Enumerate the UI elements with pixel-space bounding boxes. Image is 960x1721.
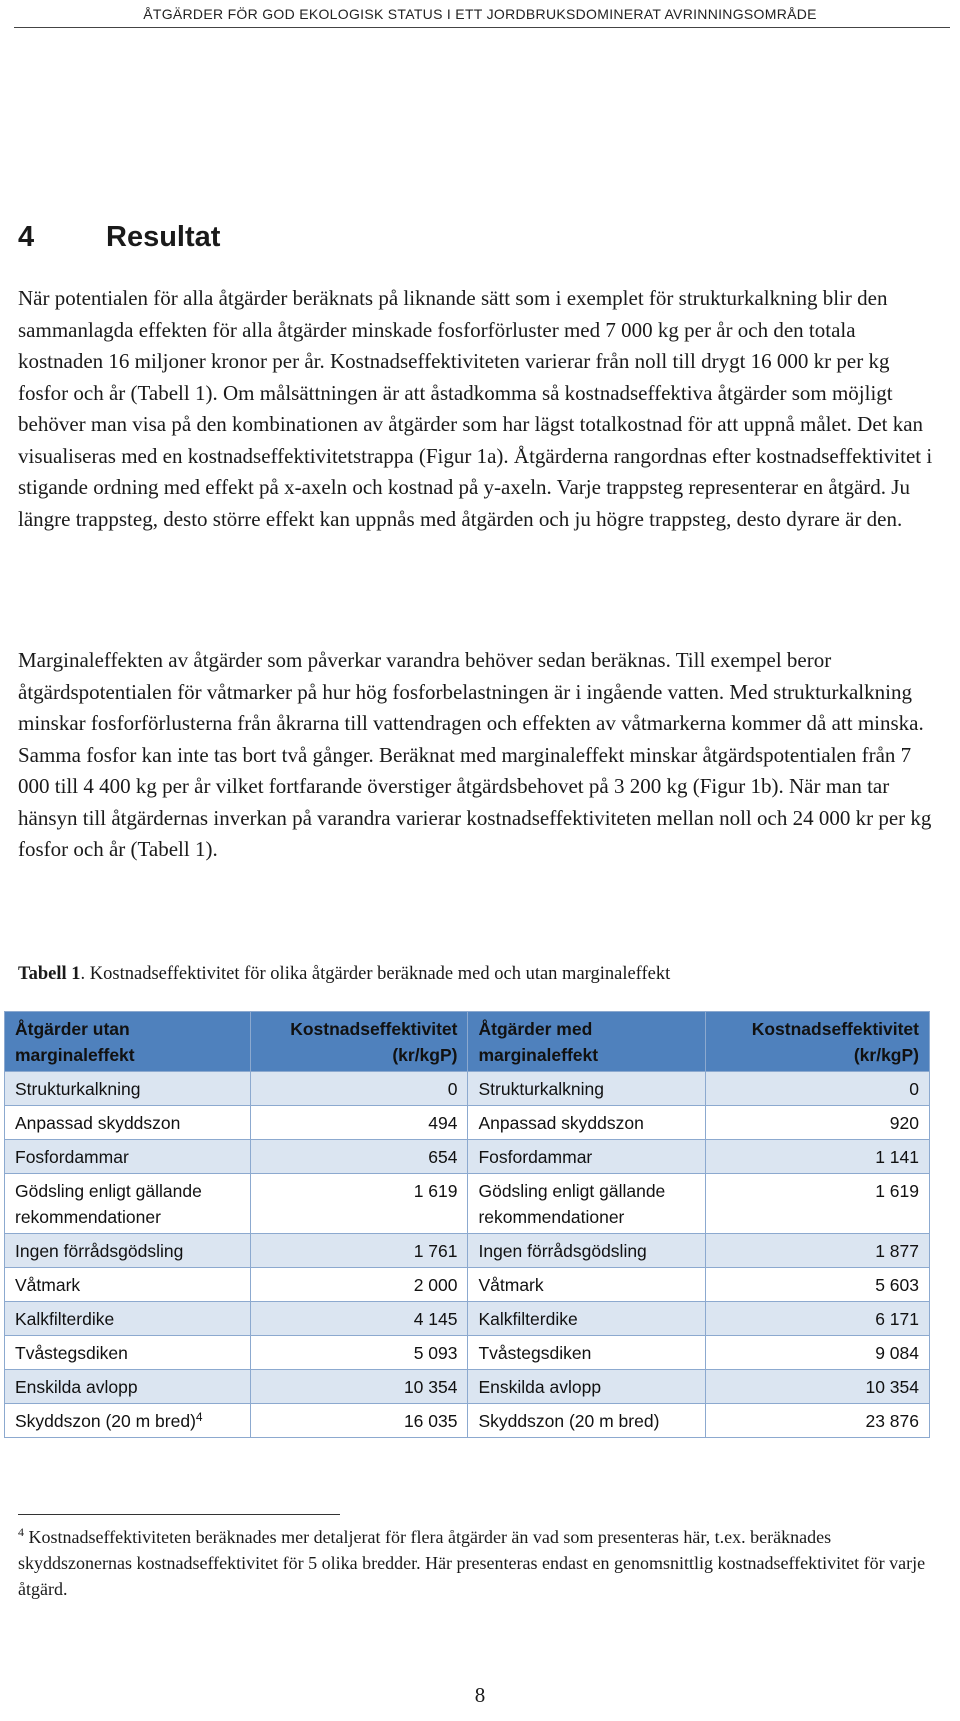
- measure-without-cell: [5, 1404, 251, 1438]
- cost-effectiveness-without-value: 1 619: [250, 1174, 468, 1234]
- measure-with-name: Skyddszon (20 m bred): [468, 1404, 706, 1438]
- measure-without-name: Kalkfilterdike: [15, 1309, 115, 1329]
- measure-without-name: Enskilda avlopp: [15, 1377, 138, 1397]
- section-heading: [18, 220, 220, 254]
- body-paragraph-1: När potentialen för alla åtgärder beräknats på liknande sätt som i exemplet för strukturkalkning blir den sammanlagda effekten för alla åtgärder minskade fosforförluster med 7 000 kg per år och den totala kostnaden 16 miljoner kronor per år. Kostnadseffektiviteten varierar från noll till drygt 16 000 kr per kg fosfor och år (Tabell 1). Om målsättningen är att åstadkomma så kostnadseffektiva åtgärder som möjligt behöver man visa på den kombinationen av åtgärder som har lägst totalkostnad för att uppnå målet. Det kan visualiseras med en kostnadseffektivitetstrappa (Figur 1a). Åtgärderna rangordnas efter kostnadseffektivitet i stigande ordning med effekt på x-axeln och kostnad på y-axeln. Varje trappsteg representerar en åtgärd. Ju längre trappsteg, desto större effekt kan uppnås med åtgärden och ju högre trappsteg, desto dyrare är den.: [18, 286, 933, 531]
- table-body: [5, 1072, 930, 1438]
- table-caption-label: Tabell 1: [18, 964, 81, 984]
- measure-without-cell: [5, 1268, 251, 1302]
- running-header: ÅTGÄRDER FÖR GOD EKOLOGISK STATUS I ETT JORDBRUKSDOMINERAT AVRINNINGSOMRÅDE: [143, 6, 817, 22]
- cost-effectiveness-without-value: 2 000: [250, 1268, 468, 1302]
- cost-effectiveness-without-value: 494: [250, 1106, 468, 1140]
- measure-without-cell: [5, 1234, 251, 1268]
- cost-effectiveness-with-value: 9 084: [706, 1336, 930, 1370]
- table-row: [5, 1404, 930, 1438]
- measure-without-cell: [5, 1174, 251, 1234]
- measure-without-name: Gödsling enligt gällande rekommendationer: [15, 1181, 202, 1227]
- footnote: [18, 1524, 943, 1602]
- measure-with-name: Ingen förrådsgödsling: [468, 1234, 706, 1268]
- cost-effectiveness-without-value: 1 761: [250, 1234, 468, 1268]
- measure-without-name: Våtmark: [15, 1275, 81, 1295]
- header-cost-effectiveness-without: Kostnadseffektivitet (kr/kgP): [250, 1012, 468, 1072]
- measure-without-name: Skyddszon (20 m bred): [15, 1411, 196, 1431]
- cost-effectiveness-with-value: 920: [706, 1106, 930, 1140]
- measure-with-name: Fosfordammar: [468, 1140, 706, 1174]
- measure-without-cell: [5, 1336, 251, 1370]
- measure-without-name: Fosfordammar: [15, 1147, 129, 1167]
- footnote-rule: [18, 1514, 340, 1515]
- cost-effectiveness-without-value: 10 354: [250, 1370, 468, 1404]
- section-number: 4: [18, 221, 35, 253]
- table-row: [5, 1336, 930, 1370]
- page-number: 8: [474, 1683, 486, 1707]
- cost-effectiveness-with-value: 1 877: [706, 1234, 930, 1268]
- table-caption-text: . Kostnadseffektivitet för olika åtgärder beräknade med och utan marginaleffekt: [80, 964, 671, 984]
- measure-without-name: Strukturkalkning: [15, 1079, 141, 1099]
- section-title: Resultat: [106, 221, 221, 253]
- table-row: [5, 1106, 930, 1140]
- cost-effectiveness-without-value: 654: [250, 1140, 468, 1174]
- cost-effectiveness-without-value: 4 145: [250, 1302, 468, 1336]
- header-cost-effectiveness-with: Kostnadseffektivitet (kr/kgP): [706, 1012, 930, 1072]
- measure-without-name: Ingen förrådsgödsling: [15, 1241, 184, 1261]
- cost-effectiveness-without-value: 5 093: [250, 1336, 468, 1370]
- cost-effectiveness-with-value: 1 141: [706, 1140, 930, 1174]
- footnote-text: Kostnadseffektiviteten beräknades mer detaljerat för flera åtgärder än vad som presenteras här, t.ex. beräknades skyddszonernas kostnadseffektivitet för 5 olika bredder. Här presenteras endast en genomsnittlig kostnadseffektivitet för varje åtgärd.: [18, 1527, 926, 1599]
- cost-effectiveness-with-value: 0: [706, 1072, 930, 1106]
- table-row: [5, 1174, 930, 1234]
- table-row: [5, 1370, 930, 1404]
- measure-without-name: Anpassad skyddszon: [15, 1113, 181, 1133]
- footnote-reference: 4: [195, 1410, 203, 1424]
- table-row: [5, 1268, 930, 1302]
- cost-effectiveness-with-value: 1 619: [706, 1174, 930, 1234]
- table-row: [5, 1140, 930, 1174]
- cost-effectiveness-with-value: 6 171: [706, 1302, 930, 1336]
- table-row: [5, 1072, 930, 1106]
- measure-without-name: Tvåstegsdiken: [15, 1343, 128, 1363]
- table-caption: [18, 964, 670, 985]
- measure-with-name: Anpassad skyddszon: [468, 1106, 706, 1140]
- table-row: [5, 1234, 930, 1268]
- measure-without-cell: [5, 1370, 251, 1404]
- measure-without-cell: [5, 1106, 251, 1140]
- measure-with-name: Enskilda avlopp: [468, 1370, 706, 1404]
- cost-effectiveness-without-value: 0: [250, 1072, 468, 1106]
- cost-effectiveness-without-value: 16 035: [250, 1404, 468, 1438]
- measure-with-name: Våtmark: [468, 1268, 706, 1302]
- header-measures-without: Åtgärder utan marginaleffekt: [5, 1012, 251, 1072]
- measure-with-name: Kalkfilterdike: [468, 1302, 706, 1336]
- cost-effectiveness-table: [4, 1011, 930, 1438]
- cost-effectiveness-with-value: 5 603: [706, 1268, 930, 1302]
- footnote-marker: 4: [18, 1525, 24, 1539]
- measure-without-cell: [5, 1072, 251, 1106]
- measure-with-name: Strukturkalkning: [468, 1072, 706, 1106]
- measure-without-cell: [5, 1302, 251, 1336]
- measure-with-name: Gödsling enligt gällande rekommendationer: [468, 1174, 706, 1234]
- header-rule: [14, 27, 950, 28]
- header-measures-with: Åtgärder med marginaleffekt: [468, 1012, 706, 1072]
- table-row: [5, 1302, 930, 1336]
- cost-effectiveness-with-value: 10 354: [706, 1370, 930, 1404]
- measure-without-cell: [5, 1140, 251, 1174]
- cost-effectiveness-with-value: 23 876: [706, 1404, 930, 1438]
- table-header-row: [5, 1012, 930, 1072]
- body-paragraph-2: Marginaleffekten av åtgärder som påverkar varandra behöver sedan beräknas. Till exempel beror åtgärdspotentialen för våtmarker på hur hög fosforbelastningen är i ingående vatten. Med strukturkalkning minskar fosforförlusterna från åkrarna till vattendragen och effekten av våtmarkerna kommer då att minska. Samma fosfor kan inte tas bort två gånger. Beräknat med marginaleffekt minskar åtgärdspotentialen från 7 000 till 4 400 kg per år vilket fortfarande överstiger åtgärdsbehovet på 3 200 kg (Figur 1b). När man tar hänsyn till åtgärdernas inverkan på varandra varierar kostnadseffektiviteten mellan noll och 24 000 kr per kg fosfor och år (Tabell 1).: [18, 648, 932, 861]
- measure-with-name: Tvåstegsdiken: [468, 1336, 706, 1370]
